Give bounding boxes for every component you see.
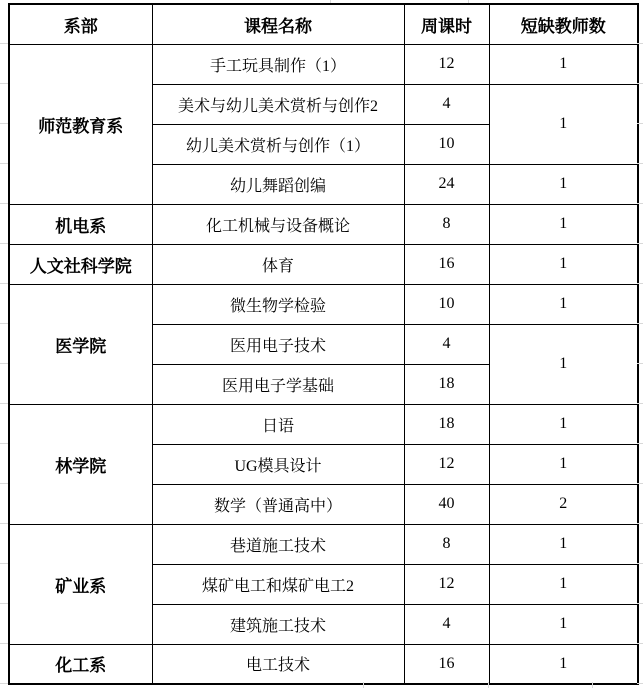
- gridline-tick: [637, 43, 643, 44]
- gridline-tick: [637, 283, 643, 284]
- department-cell: 矿业系: [9, 524, 152, 644]
- shortage-count-cell: 2: [489, 484, 638, 524]
- department-cell: 医学院: [9, 284, 152, 404]
- department-cell: 化工系: [9, 644, 152, 684]
- gridline-tick: [0, 563, 8, 564]
- gridline-tick: [0, 683, 8, 684]
- gridline-tick: [0, 323, 8, 324]
- table-row: [9, 404, 638, 444]
- gridline-tick: [363, 682, 364, 688]
- table-row: [9, 284, 638, 324]
- course-name-cell: 手工玩具制作（1）: [152, 44, 404, 84]
- course-name-cell: 建筑施工技术: [152, 604, 404, 644]
- weekly-hours-cell: 10: [404, 124, 489, 164]
- weekly-hours-cell: 16: [404, 644, 489, 684]
- table-row: [9, 644, 638, 684]
- weekly-hours-cell: 12: [404, 564, 489, 604]
- weekly-hours-cell: 18: [404, 364, 489, 404]
- gridline-tick: [637, 123, 643, 124]
- gridline-tick: [637, 363, 643, 364]
- gridline-tick: [0, 603, 8, 604]
- weekly-hours-cell: 4: [404, 604, 489, 644]
- column-header-2: 周课时: [404, 4, 489, 44]
- gridline-tick: [0, 523, 8, 524]
- department-cell: 师范教育系: [9, 44, 152, 204]
- gridline-tick: [330, 0, 331, 3]
- gridline-tick: [637, 323, 643, 324]
- gridline-tick: [637, 203, 643, 204]
- gridline-tick: [0, 163, 8, 164]
- shortage-count-cell: 1: [489, 564, 638, 604]
- shortage-count-cell: 1: [489, 604, 638, 644]
- course-name-cell: 医用电子学基础: [152, 364, 404, 404]
- gridline-tick: [0, 203, 8, 204]
- course-name-cell: 日语: [152, 404, 404, 444]
- gridline-tick: [468, 0, 469, 3]
- course-name-cell: 医用电子技术: [152, 324, 404, 364]
- shortage-count-cell: 1: [489, 204, 638, 244]
- shortage-count-cell: 1: [489, 84, 638, 164]
- gridline-tick: [637, 683, 643, 684]
- weekly-hours-cell: 10: [404, 284, 489, 324]
- department-cell: 人文社科学院: [9, 244, 152, 284]
- table-row: [9, 524, 638, 564]
- weekly-hours-cell: 8: [404, 204, 489, 244]
- course-name-cell: 化工机械与设备概论: [152, 204, 404, 244]
- gridline-tick: [637, 483, 643, 484]
- course-name-cell: 数学（普通高中）: [152, 484, 404, 524]
- weekly-hours-cell: 24: [404, 164, 489, 204]
- gridline-tick: [0, 363, 8, 364]
- course-name-cell: 电工技术: [152, 644, 404, 684]
- weekly-hours-cell: 12: [404, 44, 489, 84]
- gridline-tick: [637, 403, 643, 404]
- shortage-count-cell: 1: [489, 444, 638, 484]
- gridline-tick: [637, 643, 643, 644]
- column-header-0: 系部: [9, 4, 152, 44]
- gridline-tick: [637, 83, 643, 84]
- gridline-tick: [0, 443, 8, 444]
- table-row: [9, 244, 638, 284]
- teacher-shortage-table: [8, 3, 639, 685]
- header-row: [9, 4, 638, 44]
- gridline-tick: [637, 523, 643, 524]
- gridline-tick: [592, 682, 593, 688]
- course-name-cell: 美术与幼儿美术赏析与创作2: [152, 84, 404, 124]
- shortage-count-cell: 1: [489, 244, 638, 284]
- course-name-cell: 体育: [152, 244, 404, 284]
- gridline-tick: [637, 163, 643, 164]
- shortage-count-cell: 1: [489, 324, 638, 404]
- column-header-3: 短缺教师数: [489, 4, 638, 44]
- gridline-tick: [637, 443, 643, 444]
- gridline-tick: [637, 563, 643, 564]
- gridline-tick: [0, 123, 8, 124]
- weekly-hours-cell: 40: [404, 484, 489, 524]
- gridline-tick: [0, 643, 8, 644]
- weekly-hours-cell: 4: [404, 84, 489, 124]
- course-name-cell: 巷道施工技术: [152, 524, 404, 564]
- shortage-count-cell: 1: [489, 164, 638, 204]
- column-header-1: 课程名称: [152, 4, 404, 44]
- shortage-count-cell: 1: [489, 644, 638, 684]
- course-name-cell: 微生物学检验: [152, 284, 404, 324]
- table-row: [9, 44, 638, 84]
- weekly-hours-cell: 18: [404, 404, 489, 444]
- weekly-hours-cell: 12: [404, 444, 489, 484]
- course-name-cell: 幼儿舞蹈创编: [152, 164, 404, 204]
- table-body: [9, 44, 638, 684]
- shortage-count-cell: 1: [489, 284, 638, 324]
- gridline-tick: [0, 283, 8, 284]
- gridline-tick: [0, 483, 8, 484]
- table-row: [9, 204, 638, 244]
- department-cell: 机电系: [9, 204, 152, 244]
- gridline-tick: [637, 243, 643, 244]
- course-name-cell: 幼儿美术赏析与创作（1）: [152, 124, 404, 164]
- gridline-tick: [0, 243, 8, 244]
- course-name-cell: 煤矿电工和煤矿电工2: [152, 564, 404, 604]
- gridline-tick: [488, 682, 489, 688]
- weekly-hours-cell: 16: [404, 244, 489, 284]
- department-cell: 林学院: [9, 404, 152, 524]
- gridline-tick: [0, 83, 8, 84]
- shortage-count-cell: 1: [489, 524, 638, 564]
- weekly-hours-cell: 4: [404, 324, 489, 364]
- shortage-count-cell: 1: [489, 404, 638, 444]
- shortage-count-cell: 1: [489, 44, 638, 84]
- gridline-tick: [0, 43, 8, 44]
- course-name-cell: UG模具设计: [152, 444, 404, 484]
- gridline-tick: [0, 403, 8, 404]
- weekly-hours-cell: 8: [404, 524, 489, 564]
- gridline-tick: [637, 603, 643, 604]
